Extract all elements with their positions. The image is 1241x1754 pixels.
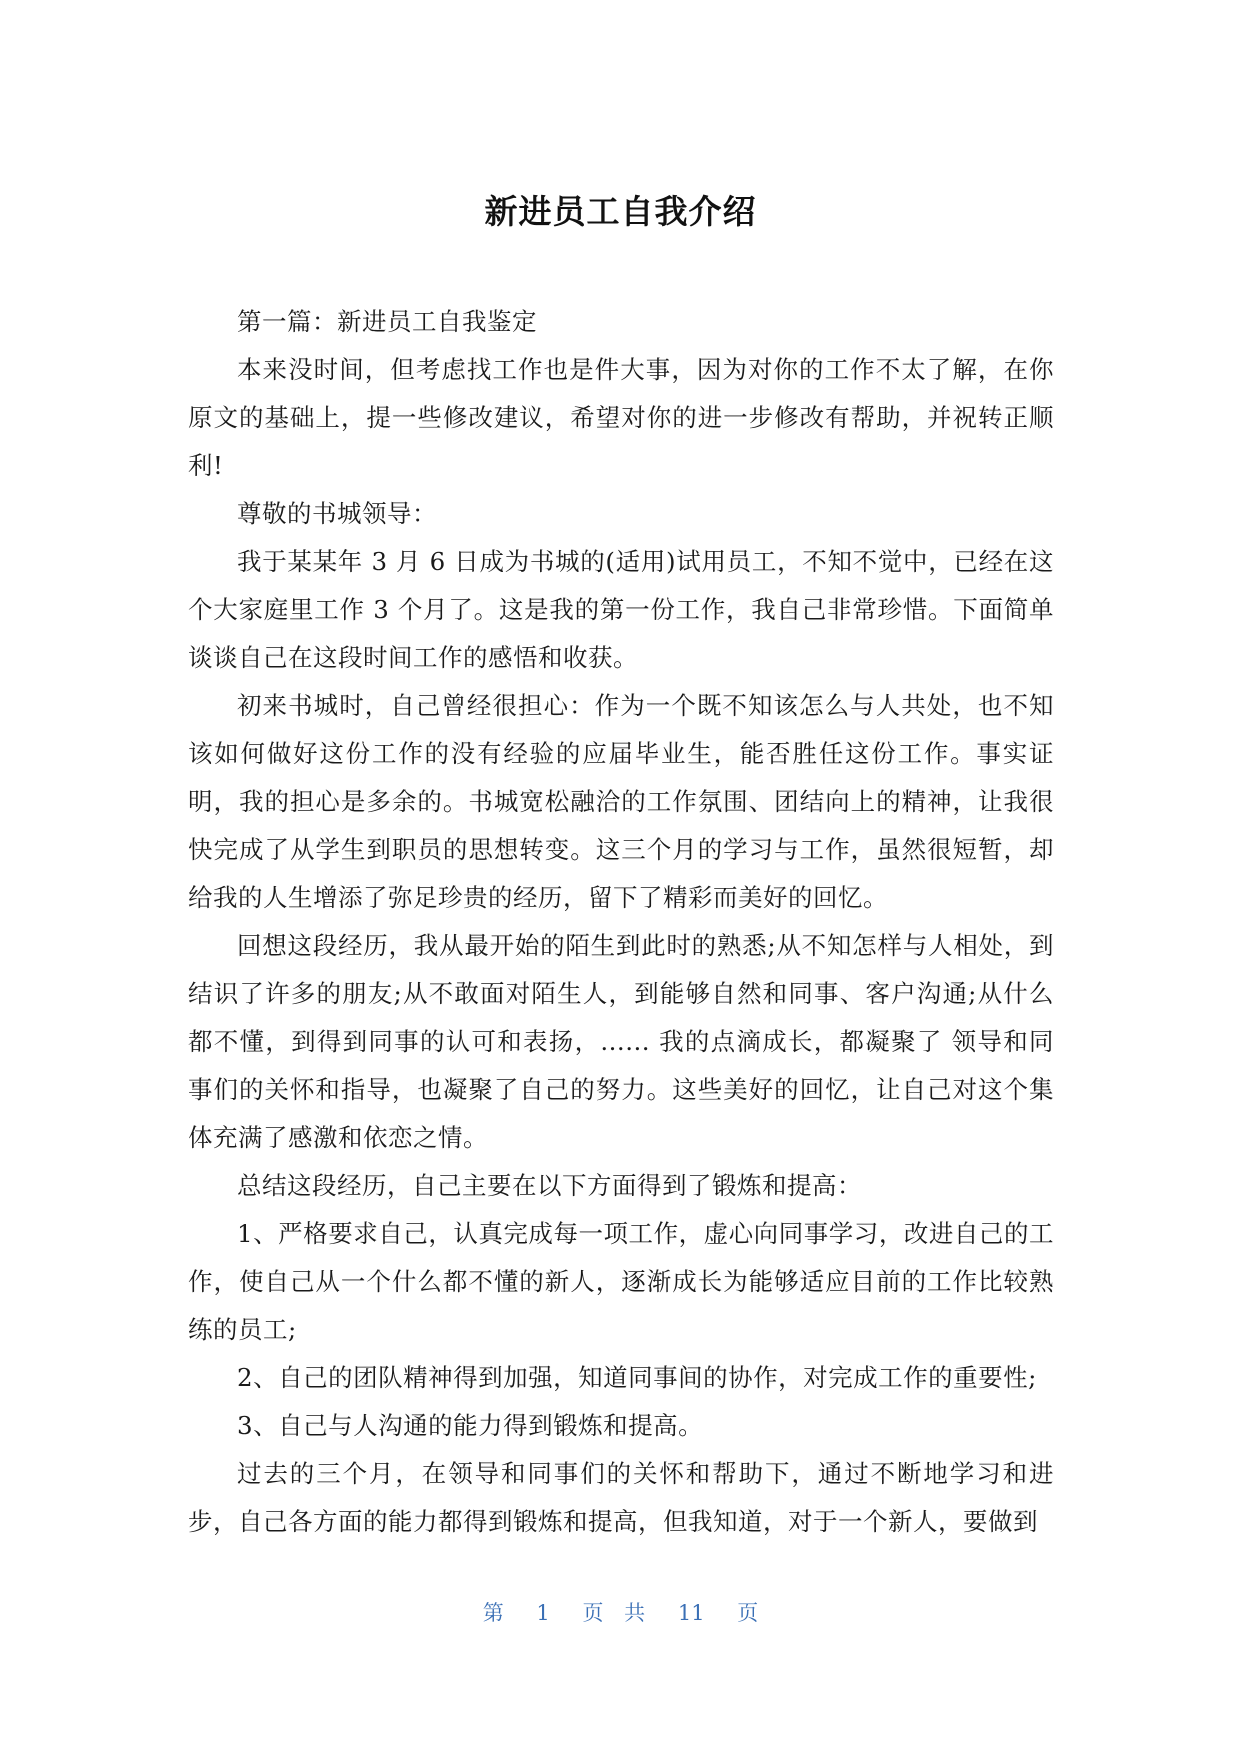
salutation: 尊敬的书城领导： [237, 499, 437, 528]
document-body [188, 298, 1054, 1546]
paragraph: 我于某某年 3 月 6 日成为书城的(适用)试用员工，不知不觉中，已经在这个大家庭里工作 3 个月了。这是我的第一份工作，我自己非常珍惜。下面简单谈谈自己在这段时间工作的感悟和收获。 [188, 547, 1054, 672]
paragraph: 总结这段经历，自己主要在以下方面得到了锻炼和提高： [237, 1171, 862, 1200]
footer-suffix: 页 [737, 1601, 759, 1625]
footer-current-page: 1 [536, 1601, 550, 1625]
footer-middle: 页 共 [582, 1601, 646, 1625]
paragraph: 本来没时间，但考虑找工作也是件大事，因为对你的工作不太了解，在你原文的基础上，提一些修改建议，希望对你的进一步修改有帮助，并祝转正顺利! [188, 355, 1054, 480]
paragraph: 初来书城时，自己曾经很担心：作为一个既不知该怎么与人共处，也不知该如何做好这份工作的没有经验的应届毕业生，能否胜任这份工作。事实证明，我的担心是多余的。书城宽松融洽的工作氛围、团结向上的精神，让我很快完成了从学生到职员的思想转变。这三个月的学习与工作，虽然很短暂，却给我的人生增添了弥足珍贵的经历，留下了精彩而美好的回忆。 [188, 691, 1054, 912]
list-item: 1、严格要求自己，认真完成每一项工作，虚心向同事学习，改进自己的工作，使自己从一个什么都不懂的新人，逐渐成长为能够适应目前的工作比较熟练的员工; [188, 1219, 1054, 1344]
list-item: 3、自己与人沟通的能力得到锻炼和提高。 [237, 1411, 704, 1440]
page-footer [0, 1597, 1241, 1627]
paragraph: 过去的三个月，在领导和同事们的关怀和帮助下，通过不断地学习和进步，自己各方面的能力都得到锻炼和提高，但我知道，对于一个新人，要做到 [188, 1459, 1054, 1536]
section-heading: 第一篇：新进员工自我鉴定 [237, 307, 537, 336]
footer-total-pages: 11 [677, 1601, 705, 1625]
document-title: 新进员工自我介绍 [484, 192, 757, 231]
list-item: 2、自己的团队精神得到加强，知道同事间的协作，对完成工作的重要性; [237, 1363, 1037, 1392]
footer-prefix: 第 [482, 1601, 504, 1625]
paragraph: 回想这段经历，我从最开始的陌生到此时的熟悉;从不知怎样与人相处，到结识了许多的朋友;从不敢面对陌生人，到能够自然和同事、客户沟通;从什么都不懂，到得到同事的认可和表扬，...... 我的点滴成长，都凝聚了 领导和同事们的关怀和指导，也凝聚了自己的努力。这些美好的回忆，让自己对这个集体充满了感激和依恋之情。 [188, 931, 1054, 1152]
